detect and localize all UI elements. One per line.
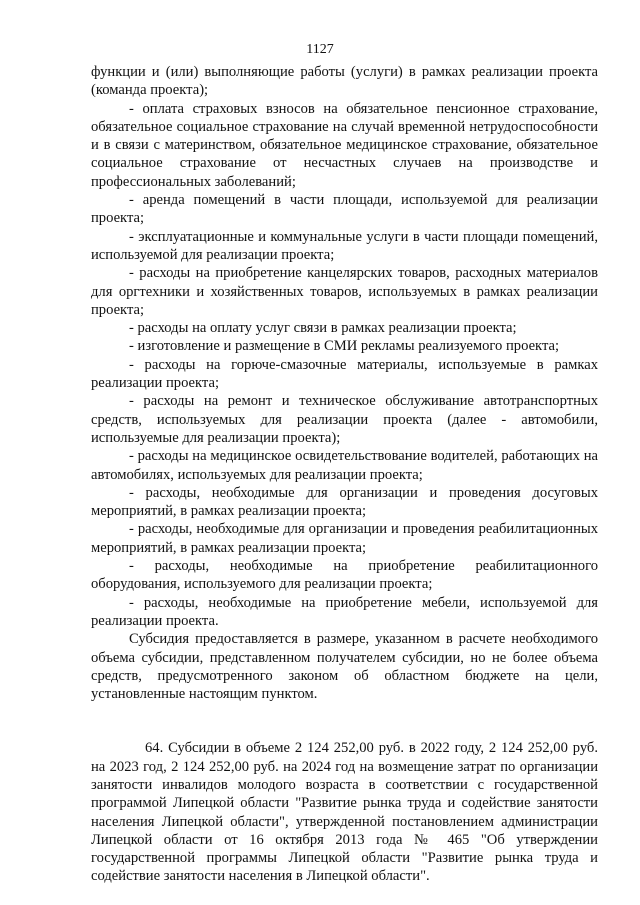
page-number: 1127 xyxy=(306,42,334,57)
paragraph-project-team: функции и (или) выполняющие работы (услуги) в рамках реализации проекта (команда проекта); xyxy=(91,64,598,99)
list-item-rehabilitation-equipment: - расходы, необходимые на приобретение реабилитационного оборудования, используемого для реализации проекта; xyxy=(91,558,598,593)
document-body xyxy=(91,63,598,886)
list-item-fuel: - расходы на горюче-смазочные материалы, используемые в рамках реализации проекта; xyxy=(91,356,598,392)
list-item-furniture: - расходы, необходимые на приобретение мебели, используемой для реализации проекта. xyxy=(91,594,598,629)
list-item-advertising: - изготовление и размещение в СМИ рекламы реализуемого проекта; xyxy=(129,338,560,355)
list-item-vehicle-repair: - расходы на ремонт и техническое обслуживание автотранспортных средств, используемых для реализации проекта (далее - автомобили, используемые для реализации проекта); xyxy=(91,393,598,446)
paragraph-gap xyxy=(91,703,598,739)
list-item-communication: - расходы на оплату услуг связи в рамках реализации проекта; xyxy=(129,320,517,337)
list-item-rent: - аренда помещений в части площади, используемой для реализации проекта; xyxy=(91,192,598,227)
list-item-rehabilitation-events: - расходы, необходимые для организации и проведения реабилитационных мероприятий, в рамках реализации проекта; xyxy=(91,521,598,556)
list-item-medical-exam: - расходы на медицинское освидетельствование водителей, работающих на автомобилях, используемых для реализации проекта; xyxy=(91,448,598,483)
paragraph-64: 64. Субсидии в объеме 2 124 252,00 руб. в 2022 году, 2 124 252,00 руб. на 2023 год, 2 124 252,00 руб. на 2024 год на возмещение затрат по организации занятости инвалидов молодого возраста в соответствии с государственной программой Липецкой области "Развитие рынка труда и содействие занятости населения Липецкой области", утвержденной постановлением администрации Липецкой области от 16 октября 2013 года № 465 "Об утверждении государственной программы Липецкой области "Развитие рынка труда и содействие занятости населения в Липецкой области". xyxy=(91,740,598,885)
list-item-utilities: - эксплуатационные и коммунальные услуги в части площади помещений, используемой для реализации проекта; xyxy=(91,228,598,263)
paragraph-subsidy-amount: Субсидия предоставляется в размере, указанном в расчете необходимого объема субсидии, представленном получателем субсидии, но не более объема средств, предусмотренного законом об областном бюджете на цели, установленные настоящим пунктом. xyxy=(91,631,598,703)
list-item-insurance: - оплата страховых взносов на обязательное пенсионное страхование, обязательное социальное страхование на случай временной нетрудоспособности и в связи с материнством, обязательное медицинское страхование, обязательное социальное страхование от несчастных случаев на производстве и профессиональных заболеваний; xyxy=(91,100,598,190)
list-item-leisure: - расходы, необходимые для организации и проведения досуговых мероприятий, в рамках реализации проекта; xyxy=(91,484,598,520)
list-item-office-supplies: - расходы на приобретение канцелярских товаров, расходных материалов для оргтехники и хозяйственных товаров, используемых в рамках реализации проекта; xyxy=(91,265,598,318)
